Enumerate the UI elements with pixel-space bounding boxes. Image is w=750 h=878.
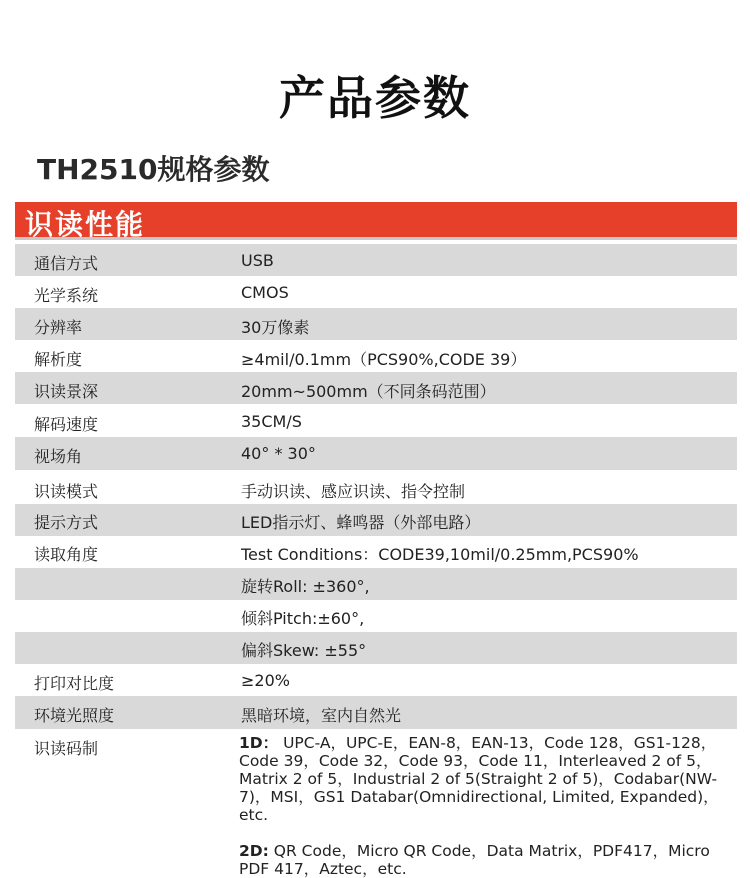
symbology-2d: [239, 842, 731, 878]
spec-value: 35CM/S: [241, 412, 302, 431]
spec-label: 通信方式: [34, 254, 99, 273]
spec-value: 旋转Roll: ±360°,: [241, 577, 370, 596]
spec-value: CMOS: [241, 283, 289, 302]
spec-label: 识读模式: [34, 482, 99, 501]
spec-row-field-of-view: [15, 437, 737, 470]
spec-row-roll: [15, 568, 737, 600]
spec-value: USB: [241, 251, 274, 270]
symbology-1d-text: UPC-A，UPC-E，EAN-8，EAN-13，Code 128，GS1-128，Code 39，Code 32，Code 93，Code 11，Interleaved 2 of 5，Matrix 2 of 5，Industrial 2 of 5(Straight 2 of 5)，Codabar(NW-7)，MSI，GS1 Databar(Omnidirectional, Limited, Expanded)，etc.: [239, 734, 719, 824]
spec-label: 解码速度: [34, 415, 99, 434]
spec-value: 手动识读、感应识读、指令控制: [241, 482, 466, 501]
spec-value: Test Conditions：CODE39,10mil/0.25mm,PCS90%: [241, 545, 639, 564]
spec-label: 环境光照度: [34, 706, 115, 725]
spec-label: 识读码制: [34, 739, 99, 758]
symbology-1d: [239, 734, 731, 824]
spec-value: 偏斜Skew: ±55°: [241, 641, 367, 660]
spec-label: 解析度: [34, 350, 83, 369]
spec-value: 30万像素: [241, 318, 310, 337]
symbology-1d-prefix: 1D：: [239, 734, 279, 752]
spec-label: 打印对比度: [34, 674, 115, 693]
spec-value: 倾斜Pitch:±60°,: [241, 609, 365, 628]
section-header-bar: [15, 202, 737, 240]
spec-label: 读取角度: [34, 545, 99, 564]
spec-label: 视场角: [34, 447, 83, 466]
spec-row-read-angle: [15, 536, 737, 568]
symbology-list: [239, 734, 731, 878]
spec-label: 识读景深: [34, 382, 99, 401]
symbology-2d-prefix: 2D:: [239, 842, 269, 860]
spec-row-pitch: [15, 600, 737, 632]
spec-value: LED指示灯、蜂鸣器（外部电路）: [241, 513, 481, 532]
symbology-2d-text: QR Code，Micro QR Code，Data Matrix，PDF417，Micro PDF 417，Aztec，etc.: [239, 842, 710, 878]
spec-value: ≥20%: [241, 671, 290, 690]
spec-value: ≥4mil/0.1mm（PCS90%,CODE 39）: [241, 350, 527, 369]
spec-title: TH2510规格参数: [37, 153, 270, 186]
spec-row-ambient-light: [15, 696, 737, 729]
spec-value: 40° * 30°: [241, 444, 316, 463]
spec-row-decode-speed: [15, 404, 737, 437]
spec-row-interface: [15, 244, 737, 276]
spec-row-depth-of-field: [15, 372, 737, 404]
spec-row-resolution: [15, 308, 737, 340]
spec-row-skew: [15, 632, 737, 664]
spec-value: 20mm~500mm（不同条码范围）: [241, 382, 496, 401]
spec-row-indication: [15, 504, 737, 536]
page-title: 产品参数: [279, 71, 471, 125]
spec-row-optical-system: [15, 276, 737, 308]
spec-row-precision: [15, 340, 737, 372]
spec-label: 提示方式: [34, 513, 99, 532]
spec-label: 分辨率: [34, 318, 83, 337]
spec-label: 光学系统: [34, 286, 99, 305]
spec-value: 黑暗环境，室内自然光: [241, 706, 402, 725]
spec-row-print-contrast: [15, 664, 737, 696]
section-title: 识读性能: [25, 208, 146, 241]
spec-row-scan-mode: [15, 470, 737, 504]
